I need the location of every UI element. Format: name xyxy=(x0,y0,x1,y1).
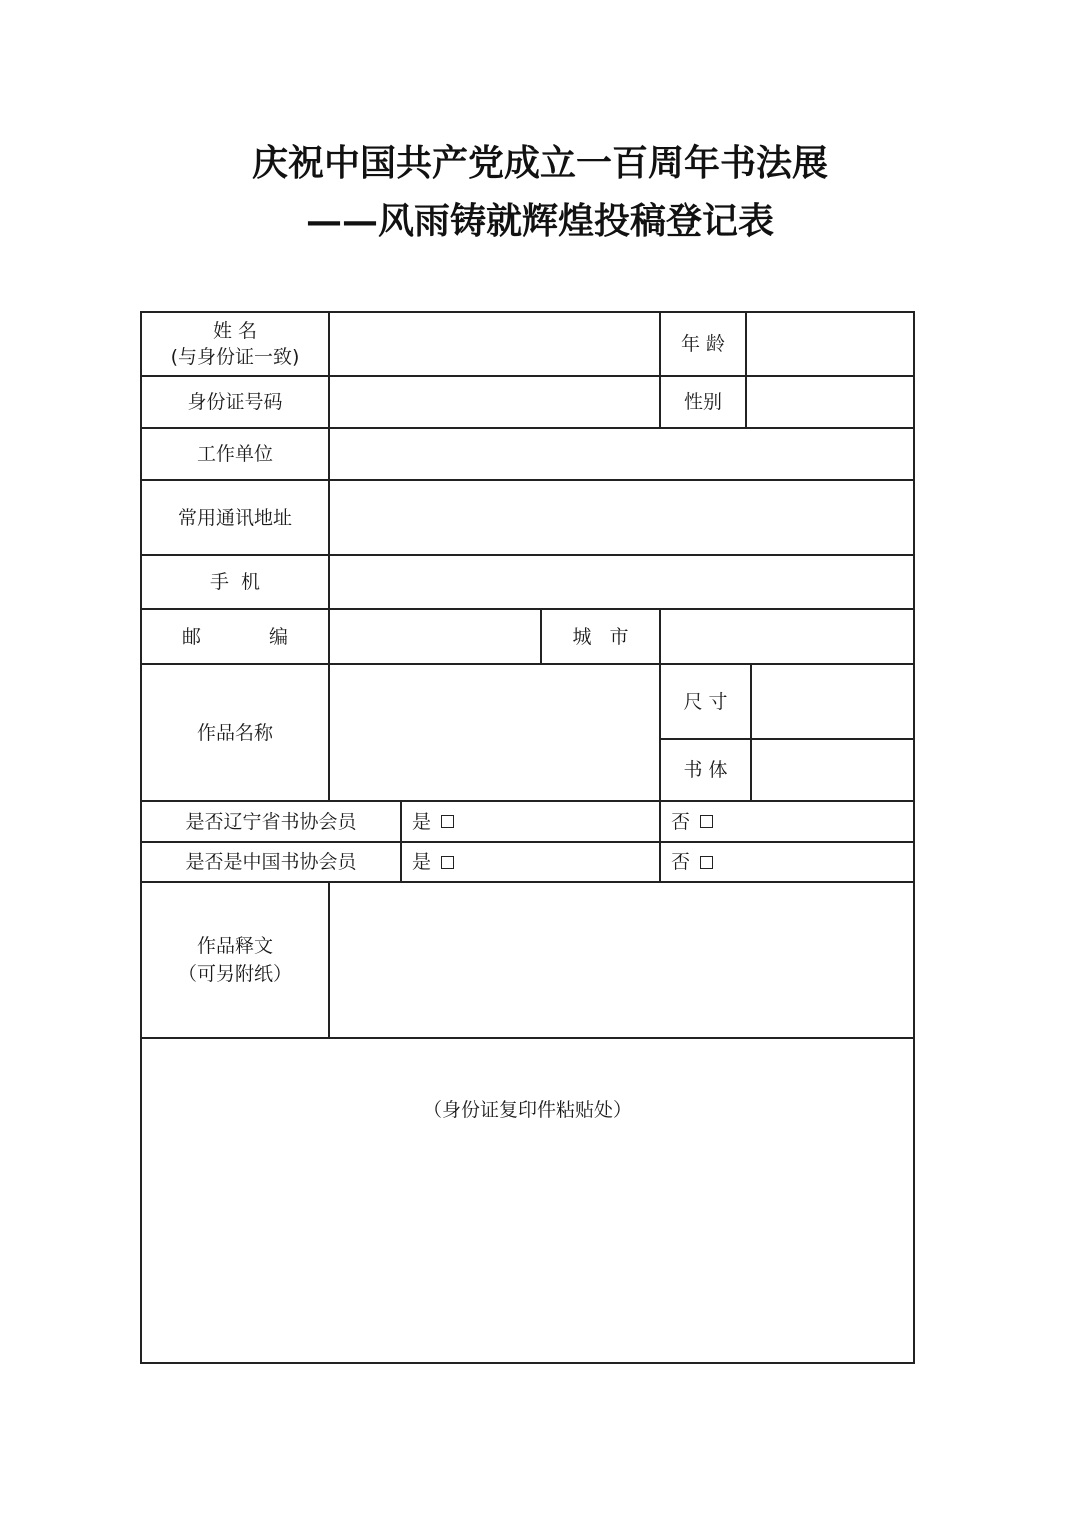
china-member-yes-option[interactable] xyxy=(402,843,659,881)
work-title-field[interactable] xyxy=(330,665,659,800)
checkbox-icon[interactable] xyxy=(441,856,454,869)
yes-label: 是 xyxy=(412,851,432,873)
size-field[interactable] xyxy=(752,665,913,738)
address-field[interactable] xyxy=(330,481,913,554)
no-label: 否 xyxy=(671,851,691,873)
city-label: 城 市 xyxy=(572,625,629,648)
checkbox-icon[interactable] xyxy=(700,815,713,828)
checkbox-icon[interactable] xyxy=(700,856,713,869)
id-copy-label: （身份证复印件粘贴处） xyxy=(422,1099,632,1121)
liaoning-member-label: 是否辽宁省书协会员 xyxy=(185,810,357,833)
grid-line xyxy=(913,311,915,1364)
age-label: 年 龄 xyxy=(680,333,726,355)
form-title-line-1: 庆祝中国共产党成立一百周年书法展 xyxy=(251,142,828,184)
script-style-field[interactable] xyxy=(752,740,913,800)
script-style-label: 书 体 xyxy=(683,759,728,781)
form-title-line-2: ——风雨铸就辉煌投稿登记表 xyxy=(305,200,774,242)
postcode-label-char-1: 邮 xyxy=(182,625,202,648)
postcode-label-char-2: 编 xyxy=(268,625,288,648)
china-member-label: 是否是中国书协会员 xyxy=(185,851,357,873)
transcription-label: 作品释文 xyxy=(196,935,273,957)
mobile-field[interactable] xyxy=(330,556,913,608)
china-member-no-option[interactable] xyxy=(661,843,913,881)
gender-field[interactable] xyxy=(747,377,913,427)
yes-label: 是 xyxy=(412,810,432,833)
name-field[interactable] xyxy=(330,313,659,375)
liaoning-member-no-option[interactable] xyxy=(661,802,913,841)
name-label-cell xyxy=(142,313,328,375)
city-field[interactable] xyxy=(661,610,913,663)
work-title-label: 作品名称 xyxy=(196,721,273,744)
address-label: 常用通讯地址 xyxy=(177,506,292,529)
size-label: 尺 寸 xyxy=(683,690,728,713)
name-label: 姓 名 xyxy=(212,320,258,342)
transcription-field[interactable] xyxy=(330,883,913,1037)
transcription-label-cell xyxy=(142,883,328,1037)
id-number-label: 身份证号码 xyxy=(187,391,283,413)
id-copy-paste-area[interactable] xyxy=(142,1039,913,1362)
mobile-label: 手 机 xyxy=(209,571,261,593)
transcription-sub-label: （可另附纸） xyxy=(177,963,292,985)
registration-form xyxy=(140,311,915,1364)
id-number-field[interactable] xyxy=(330,377,659,427)
name-sub-label: (与身份证一致) xyxy=(170,346,300,368)
work-unit-field[interactable] xyxy=(330,429,913,479)
postcode-label-cell xyxy=(142,610,328,663)
checkbox-icon[interactable] xyxy=(441,815,454,828)
liaoning-member-yes-option[interactable] xyxy=(402,802,659,841)
age-field[interactable] xyxy=(747,313,913,375)
no-label: 否 xyxy=(671,810,691,833)
gender-label: 性别 xyxy=(683,391,722,413)
grid-line xyxy=(140,1362,915,1364)
postcode-field[interactable] xyxy=(330,610,540,663)
work-unit-label: 工作单位 xyxy=(196,443,273,465)
